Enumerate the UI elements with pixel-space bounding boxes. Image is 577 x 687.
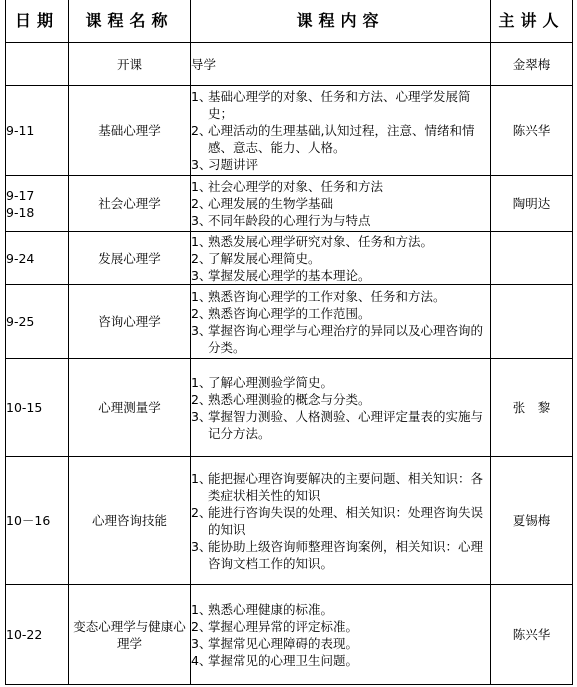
item-number: 1、 bbox=[191, 374, 212, 390]
lecturer-cell bbox=[491, 232, 573, 285]
course-content-cell bbox=[191, 285, 491, 359]
item-text: 社会心理学的对象、任务和方法 bbox=[208, 179, 384, 194]
table-row bbox=[6, 585, 573, 685]
content-item bbox=[191, 374, 490, 391]
content-item bbox=[191, 391, 490, 408]
course-content-cell bbox=[191, 86, 491, 176]
item-number: 2、 bbox=[191, 618, 212, 634]
table-row bbox=[6, 285, 573, 359]
course-name-cell: 基础心理学 bbox=[69, 86, 191, 176]
course-content-cell bbox=[191, 585, 491, 685]
table-row bbox=[6, 457, 573, 585]
date-cell bbox=[6, 232, 69, 285]
date-value: 9-18 bbox=[6, 204, 35, 220]
content-list bbox=[191, 470, 490, 572]
course-content-cell bbox=[191, 176, 491, 232]
item-number: 3、 bbox=[191, 213, 212, 228]
item-text: 掌握智力测验、人格测验、心理评定量表的实施与记分方法。 bbox=[208, 408, 484, 441]
course-name-cell: 变态心理学与健康心理学 bbox=[69, 585, 191, 685]
lecturer-cell bbox=[491, 285, 573, 359]
date-value: 9-25 bbox=[6, 314, 35, 329]
item-text: 能把握心理咨询要解决的主要问题、相关知识：各类症状相关性的知识 bbox=[208, 470, 484, 503]
content-item bbox=[191, 408, 490, 442]
item-number: 3、 bbox=[191, 322, 212, 338]
date-value: 9-17 bbox=[6, 187, 35, 203]
item-number: 1、 bbox=[191, 179, 212, 194]
item-text: 习题讲评 bbox=[208, 157, 259, 172]
header-date: 日期 bbox=[6, 0, 69, 43]
item-number: 3、 bbox=[191, 157, 212, 172]
item-number: 3、 bbox=[191, 538, 212, 554]
content-item bbox=[191, 56, 490, 73]
table-row bbox=[6, 232, 573, 285]
item-number: 2、 bbox=[191, 196, 212, 211]
item-number: 1、 bbox=[191, 233, 212, 249]
date-cell bbox=[6, 285, 69, 359]
item-text: 心理发展的生物学基础 bbox=[208, 196, 334, 211]
content-item bbox=[191, 538, 490, 572]
content-item bbox=[191, 267, 490, 284]
item-text: 心理活动的生理基础,认知过程，注意、情绪和情感、意志、能力、人格。 bbox=[208, 123, 475, 155]
content-list bbox=[191, 178, 490, 229]
course-name-cell: 咨询心理学 bbox=[69, 285, 191, 359]
item-text: 不同年龄段的心理行为与特点 bbox=[208, 213, 371, 228]
course-name-cell: 开课 bbox=[69, 43, 191, 86]
content-item bbox=[191, 635, 490, 652]
content-list bbox=[191, 374, 490, 442]
date-cell bbox=[6, 176, 69, 232]
content-item bbox=[191, 618, 490, 635]
item-text: 熟悉咨询心理学的工作对象、任务和方法。 bbox=[208, 288, 446, 304]
header-course-name: 课程名称 bbox=[69, 0, 191, 43]
date-cell bbox=[6, 43, 69, 86]
item-number: 2、 bbox=[191, 391, 212, 407]
course-name-cell: 社会心理学 bbox=[69, 176, 191, 232]
table-row bbox=[6, 43, 573, 86]
item-number: 2、 bbox=[191, 305, 212, 321]
content-item bbox=[191, 88, 490, 122]
content-item bbox=[191, 652, 490, 669]
content-item bbox=[191, 470, 490, 504]
item-number: 3、 bbox=[191, 635, 212, 651]
content-item bbox=[191, 322, 490, 356]
item-text: 掌握咨询心理学与心理治疗的异同以及心理咨询的分类。 bbox=[208, 322, 484, 355]
lecturer-cell: 夏锡梅 bbox=[491, 457, 573, 585]
course-content-cell bbox=[191, 43, 491, 86]
content-item bbox=[191, 195, 490, 212]
table-row bbox=[6, 86, 573, 176]
course-name-cell: 心理咨询技能 bbox=[69, 457, 191, 585]
date-value: 10－16 bbox=[6, 513, 51, 528]
item-text: 能协助上级咨询师整理咨询案例，相关知识：心理咨询文档工作的知识。 bbox=[208, 538, 484, 571]
item-text: 了解发展心理简史。 bbox=[208, 250, 321, 266]
course-content-cell bbox=[191, 359, 491, 457]
item-number: 1、 bbox=[191, 601, 212, 617]
content-list bbox=[191, 288, 490, 356]
item-text: 能进行咨询失误的处理、相关知识：处理咨询失误的知识 bbox=[208, 504, 484, 537]
date-value: 9-24 bbox=[6, 250, 35, 266]
date-cell bbox=[6, 585, 69, 685]
item-number: 4、 bbox=[191, 652, 212, 668]
content-list bbox=[191, 233, 490, 284]
item-text: 熟悉心理测验的概念与分类。 bbox=[208, 391, 371, 407]
lecturer-cell: 陈兴华 bbox=[491, 585, 573, 685]
item-number: 1、 bbox=[191, 89, 212, 104]
date-cell bbox=[6, 86, 69, 176]
table-row bbox=[6, 176, 573, 232]
item-number: 1、 bbox=[191, 470, 212, 486]
item-number: 1、 bbox=[191, 288, 212, 304]
content-item bbox=[191, 288, 490, 305]
course-content-cell bbox=[191, 457, 491, 585]
date-value: 9-11 bbox=[6, 123, 35, 138]
item-text: 熟悉心理健康的标准。 bbox=[208, 601, 334, 617]
content-item bbox=[191, 305, 490, 322]
item-text: 导学 bbox=[191, 56, 217, 72]
item-number: 3、 bbox=[191, 408, 212, 424]
content-list bbox=[191, 56, 490, 73]
item-text: 熟悉咨询心理学的工作范围。 bbox=[208, 305, 371, 321]
content-item bbox=[191, 250, 490, 267]
content-list bbox=[191, 88, 490, 173]
lecturer-cell: 金翠梅 bbox=[491, 43, 573, 86]
course-name-cell: 心理测量学 bbox=[69, 359, 191, 457]
content-item bbox=[191, 156, 490, 173]
course-schedule-table bbox=[5, 0, 573, 685]
item-text: 基础心理学的对象、任务和方法、心理学发展简史； bbox=[208, 89, 471, 121]
table-row bbox=[6, 359, 573, 457]
content-item bbox=[191, 212, 490, 229]
item-text: 了解心理测验学简史。 bbox=[208, 374, 334, 390]
content-item bbox=[191, 233, 490, 250]
item-text: 掌握常见的心理卫生问题。 bbox=[208, 652, 359, 668]
lecturer-cell: 陶明达 bbox=[491, 176, 573, 232]
header-row bbox=[6, 0, 573, 43]
item-text: 掌握心理异常的评定标准。 bbox=[208, 618, 359, 634]
content-list bbox=[191, 601, 490, 669]
item-text: 掌握常见心理障碍的表现。 bbox=[208, 635, 359, 651]
content-item bbox=[191, 122, 490, 156]
date-cell bbox=[6, 359, 69, 457]
date-value: 10-15 bbox=[6, 400, 43, 415]
lecturer-cell: 张 黎 bbox=[491, 359, 573, 457]
item-number: 2、 bbox=[191, 250, 212, 266]
header-content: 课程内容 bbox=[191, 0, 491, 43]
item-number: 3、 bbox=[191, 267, 212, 283]
header-lecturer: 主讲人 bbox=[491, 0, 573, 43]
lecturer-cell: 陈兴华 bbox=[491, 86, 573, 176]
content-item bbox=[191, 601, 490, 618]
course-name-cell: 发展心理学 bbox=[69, 232, 191, 285]
course-content-cell bbox=[191, 232, 491, 285]
item-number: 2、 bbox=[191, 504, 212, 520]
item-text: 掌握发展心理学的基本理论。 bbox=[208, 267, 371, 283]
date-cell bbox=[6, 457, 69, 585]
item-number: 2、 bbox=[191, 123, 212, 138]
item-text: 熟悉发展心理学研究对象、任务和方法。 bbox=[208, 233, 434, 249]
date-value: 10-22 bbox=[6, 627, 43, 642]
content-item bbox=[191, 504, 490, 538]
content-item bbox=[191, 178, 490, 195]
